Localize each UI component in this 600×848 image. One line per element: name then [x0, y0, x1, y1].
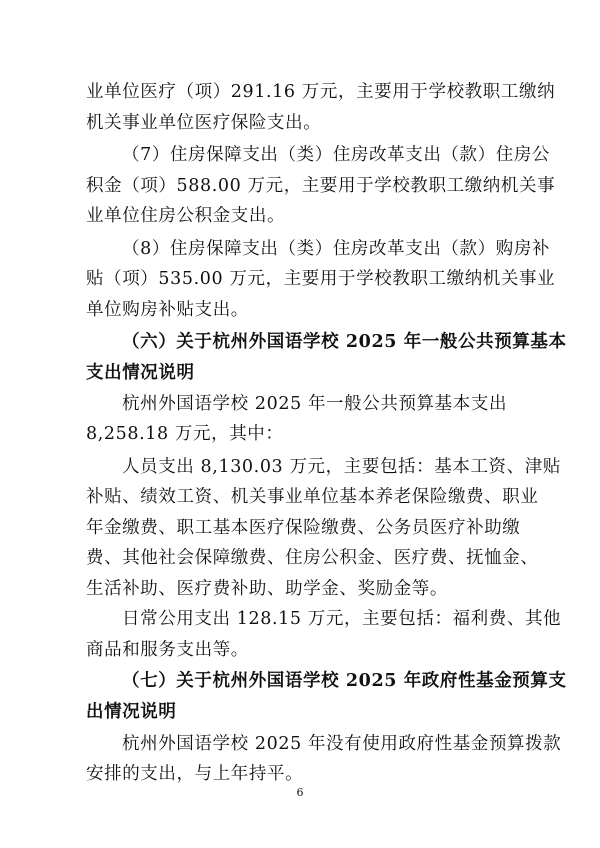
- paragraph-line: 业单位医疗（项）291.16 万元，主要用于学校教职工缴纳: [86, 82, 556, 102]
- paragraph-line: 单位购房补贴支出。: [86, 300, 249, 320]
- paragraph-line: 贴（项）535.00 万元，主要用于学校教职工缴纳机关事业: [86, 269, 556, 289]
- paragraph-line: （7）住房保障支出（类）住房改革支出（款）住房公: [122, 145, 551, 165]
- paragraph-line: 8,258.18 万元，其中：: [86, 424, 284, 444]
- section-heading-line: （六）关于杭州外国语学校 2025 年一般公共预算基本: [122, 332, 567, 352]
- section-heading-line: 出情况说明: [86, 702, 177, 722]
- paragraph-line: 人员支出 8,130.03 万元，主要包括：基本工资、津贴: [122, 457, 561, 477]
- page-number: 6: [296, 786, 304, 799]
- paragraph-line: 日常公用支出 128.15 万元，主要包括：福利费、其他: [122, 609, 562, 629]
- section-heading-line: （七）关于杭州外国语学校 2025 年政府性基金预算支: [122, 671, 567, 691]
- paragraph-line: 业单位住房公积金支出。: [86, 206, 286, 226]
- paragraph-line: 安排的支出，与上年持平。: [86, 764, 304, 784]
- paragraph-line: 商品和服务支出等。: [86, 640, 249, 660]
- paragraph-line: 机关事业单位医疗保险支出。: [86, 113, 322, 133]
- paragraph-line: 补贴、绩效工资、机关事业单位基本养老保险缴费、职业: [86, 487, 539, 507]
- paragraph-line: 生活补助、医疗费补助、助学金、奖励金等。: [86, 579, 448, 599]
- paragraph-line: 杭州外国语学校 2025 年没有使用政府性基金预算拨款: [122, 734, 562, 754]
- paragraph-line: 费、其他社会保障缴费、住房公积金、医疗费、抚恤金、: [86, 548, 539, 568]
- paragraph-line: （8）住房保障支出（类）住房改革支出（款）购房补: [122, 239, 551, 259]
- paragraph-line: 积金（项）588.00 万元，主要用于学校教职工缴纳机关事: [86, 176, 556, 196]
- paragraph-line: 杭州外国语学校 2025 年一般公共预算基本支出: [122, 394, 508, 414]
- paragraph-line: 年金缴费、职工基本医疗保险缴费、公务员医疗补助缴: [86, 518, 521, 538]
- section-heading-line: 支出情况说明: [86, 363, 195, 383]
